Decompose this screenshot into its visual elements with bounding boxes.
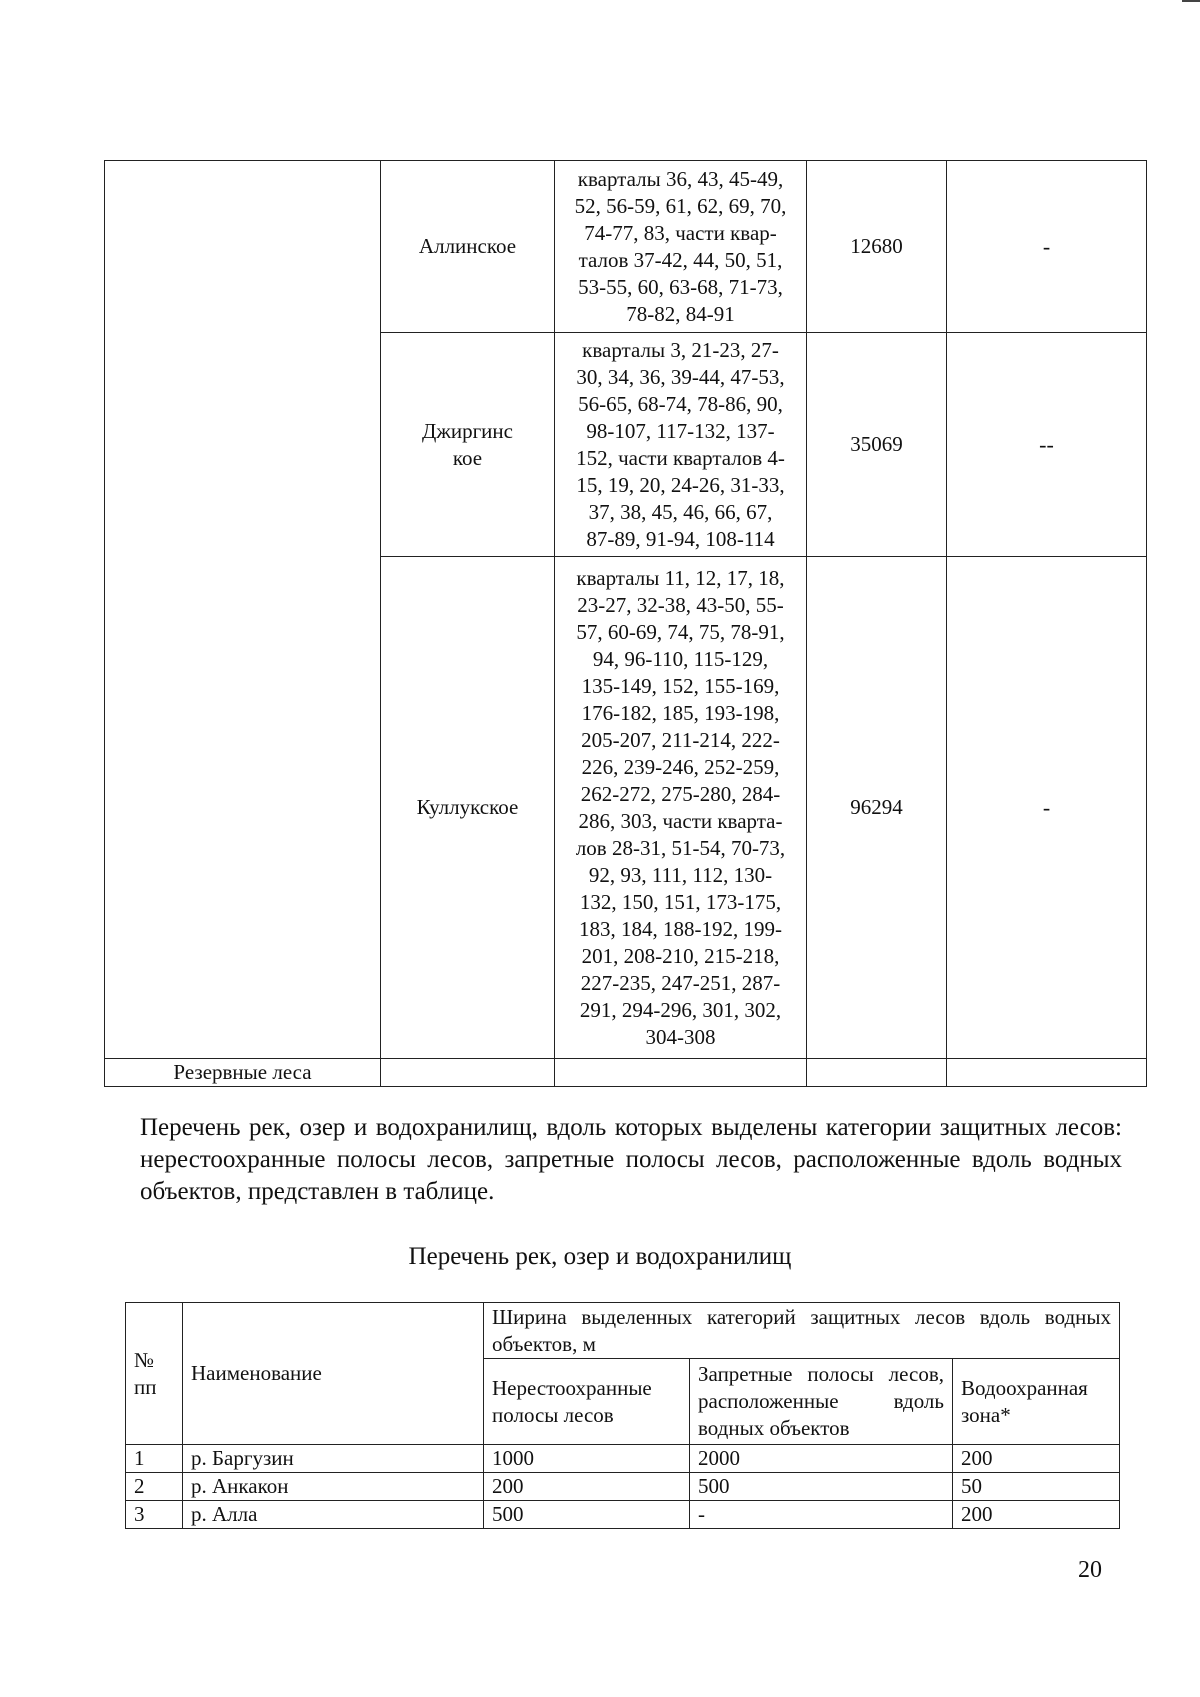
row-number: 3 [126, 1501, 183, 1529]
quarters-cell: кварталы 3, 21-23, 27- 30, 34, 36, 39-44, 47-53, 56-65, 68-74, 78-86, 90, 98-107, 117-132, 137- 152, части кварталов 4- 15, 19, 20, 24-26, 31-33, 37, 38, 45, 46, 66, 67, 87-89, 91-94, 108-114 [555, 333, 807, 557]
river-name: р. Алла [183, 1501, 484, 1529]
quarters-cell: кварталы 11, 12, 17, 18, 23-27, 32-38, 43-50, 55- 57, 60-69, 74, 75, 78-91, 94, 96-110, 115-129, 135-149, 152, 155-169, 176-182, 185, 193-198, 205-207, 211-214, 222- 226, 239-246, 252-259, 262-272, 275-280, 284- 286, 303, части кварта- лов 28-31, 51-54, 70-73, 92, 93, 111, 112, 130- 132, 150, 151, 173-175, 183, 184, 188-192, 199- 201, 208-210, 215-218, 227-235, 247-251, 287- 291, 294-296, 301, 302, 304-308 [555, 557, 807, 1059]
header-row [126, 1303, 1120, 1359]
spawning-value: 1000 [484, 1445, 690, 1473]
number-header: № пп [126, 1303, 183, 1445]
empty-cell [807, 1059, 947, 1087]
row-number: 1 [126, 1445, 183, 1473]
spawning-header: Нерестоохранные полосы лесов [484, 1359, 690, 1445]
rivers-table [125, 1302, 1120, 1529]
spawning-value: 500 [484, 1501, 690, 1529]
water-zone-value: 200 [953, 1501, 1120, 1529]
quarters-cell: кварталы 36, 43, 45-49, 52, 56-59, 61, 62, 69, 70, 74-77, 83, части квар- талов 37-42, 44, 50, 51, 53-55, 60, 63-68, 71-73, 78-82, 84-91 [555, 161, 807, 333]
water-zone-value: 200 [953, 1445, 1120, 1473]
prohibited-value: 500 [690, 1473, 953, 1501]
forestry-name-cell: Аллинское [381, 161, 555, 333]
extra-cell: - [947, 557, 1147, 1059]
row-number: 2 [126, 1473, 183, 1501]
area-cell: 35069 [807, 333, 947, 557]
page-number: 20 [1078, 1557, 1102, 1583]
extra-cell: -- [947, 333, 1147, 557]
river-name: р. Анкакон [183, 1473, 484, 1501]
empty-cell [555, 1059, 807, 1087]
table-row [105, 161, 1147, 333]
prohibited-value: 2000 [690, 1445, 953, 1473]
name-header: Наименование [183, 1303, 484, 1445]
water-zone-header: Водоохранная зона* [953, 1359, 1120, 1445]
prohibited-value: - [690, 1501, 953, 1529]
intro-paragraph: Перечень рек, озер и водохранилищ, вдоль которых выделены категории защитных лесов: нерестоохранные полосы лесов, запретные полосы лесов, расположенные вдоль водных объектов, представлен в таблице. [140, 1114, 1122, 1205]
empty-cell [947, 1059, 1147, 1087]
extra-cell: - [947, 161, 1147, 333]
table-row [126, 1473, 1120, 1501]
table-caption: Перечень рек, озер и водохранилищ [408, 1243, 792, 1270]
scan-edge-mark [1182, 0, 1200, 2]
table-row [105, 1059, 1147, 1087]
prohibited-header: Запретные полосы лесов, расположенные вдоль водных объектов [690, 1359, 953, 1445]
empty-cell [381, 1059, 555, 1087]
forestry-name-cell: Джиргинс кое [381, 333, 555, 557]
blank-category-cell [105, 161, 381, 1059]
area-cell: 96294 [807, 557, 947, 1059]
spawning-value: 200 [484, 1473, 690, 1501]
forest-quarters-table [104, 160, 1147, 1087]
table-row [126, 1445, 1120, 1473]
reserve-forests-label: Резервные леса [105, 1059, 381, 1087]
water-zone-value: 50 [953, 1473, 1120, 1501]
forestry-name-cell: Куллукское [381, 557, 555, 1059]
area-cell: 12680 [807, 161, 947, 333]
river-name: р. Баргузин [183, 1445, 484, 1473]
width-group-header: Ширина выделенных категорий защитных лесов вдоль водных объектов, м [484, 1303, 1120, 1359]
table-row [126, 1501, 1120, 1529]
